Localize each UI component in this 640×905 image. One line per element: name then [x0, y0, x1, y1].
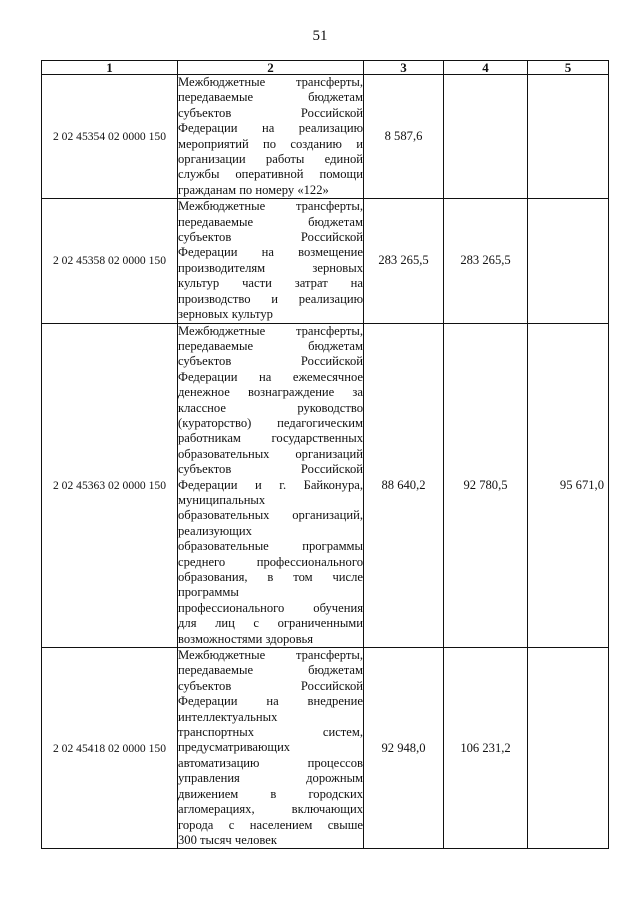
row-value-col3: [364, 648, 444, 849]
row-description: [178, 75, 364, 199]
description-line: агломерациях, включающих: [178, 802, 363, 817]
row-value-col3: [364, 323, 444, 648]
description-line: зерновых культур: [178, 307, 273, 322]
description-line: предусматривающих: [178, 740, 291, 755]
value-text: 283 265,5: [460, 253, 511, 268]
table-row: [42, 648, 609, 849]
description-line: образовательные программы: [178, 539, 363, 554]
table-row: [42, 75, 609, 199]
row-value-col5: [528, 648, 609, 849]
description-line: 300 тысяч человек: [178, 832, 277, 847]
row-value-col3: [364, 199, 444, 323]
page-number: 51: [312, 28, 328, 44]
description-line: автоматизацию процессов: [178, 755, 363, 770]
description-line: субъектов Российской: [178, 462, 363, 477]
value-text: 92 948,0: [381, 740, 426, 755]
description-line: передаваемые бюджетам: [178, 214, 363, 229]
header-row: [42, 61, 609, 75]
description-line: мероприятий по созданию и: [178, 136, 363, 151]
row-value-col4: [444, 75, 528, 199]
description-line: Федерации на возмещение: [178, 245, 363, 260]
row-code: 2 02 45358 02 0000 150: [42, 199, 178, 323]
description-line: службы оперативной помощи: [178, 167, 363, 182]
description-line: транспортных систем,: [178, 725, 363, 740]
description-line: для лиц с ограниченными: [178, 616, 363, 631]
description-line: производство и реализацию: [178, 291, 363, 306]
description-line: Межбюджетные трансферты,: [178, 75, 363, 89]
description-line: Федерации на ежемесячное: [178, 369, 363, 384]
value-text: 95 671,0: [559, 477, 604, 492]
description-line: культур части затрат на: [178, 276, 363, 291]
value-text: 92 780,5: [463, 477, 508, 492]
description-line: образовательных организаций,: [178, 508, 363, 523]
header-col-3: 3: [364, 61, 444, 75]
row-value-col5: [528, 75, 609, 199]
description-line: передаваемые бюджетам: [178, 338, 363, 353]
description-line: образовательных организаций: [178, 446, 363, 461]
row-value-col4: [444, 648, 528, 849]
description-line: муниципальных: [178, 492, 266, 507]
table-row: [42, 199, 609, 323]
description-line: образования, в том числе: [178, 570, 363, 584]
row-value-col4: [444, 323, 528, 648]
description-line: денежное вознаграждение за: [178, 385, 363, 400]
value-text: 106 231,2: [460, 740, 511, 755]
value-text: 88 640,2: [381, 477, 426, 492]
row-value-col5: [528, 199, 609, 323]
header-col-5: 5: [528, 61, 609, 75]
description-line: передаваемые бюджетам: [178, 90, 363, 105]
description-line: (кураторство) педагогическим: [178, 415, 363, 430]
description-line: Межбюджетные трансферты,: [178, 648, 363, 663]
description-line: классное руководство: [178, 400, 363, 415]
budget-table: [41, 60, 609, 849]
row-description: [178, 199, 364, 323]
row-value-col5: [528, 323, 609, 648]
description-line: Федерации на внедрение: [178, 694, 363, 709]
description-line: субъектов Российской: [178, 230, 363, 245]
header-col-1: 1: [42, 61, 178, 75]
description-line: программы: [178, 585, 239, 600]
row-code: 2 02 45354 02 0000 150: [42, 75, 178, 199]
description-line: Федерации на реализацию: [178, 121, 363, 136]
description-line: города с населением свыше: [178, 817, 363, 832]
header-col-4: 4: [444, 61, 528, 75]
description-line: субъектов Российской: [178, 105, 363, 120]
row-description: [178, 648, 364, 849]
description-line: работникам государственных: [178, 431, 363, 446]
description-line: профессионального обучения: [178, 600, 363, 615]
description-line: управления дорожным: [178, 771, 363, 786]
description-line: реализующих: [178, 523, 252, 538]
description-line: Федерации и г. Байконура,: [178, 477, 363, 492]
row-value-col4: [444, 199, 528, 323]
description-line: движением в городских: [178, 786, 363, 801]
description-line: передаваемые бюджетам: [178, 663, 363, 678]
table-row: [42, 323, 609, 648]
description-line: гражданам по номеру «122»: [178, 182, 329, 197]
row-description: [178, 323, 364, 648]
row-value-col3: [364, 75, 444, 199]
row-code: 2 02 45363 02 0000 150: [42, 323, 178, 648]
row-code: 2 02 45418 02 0000 150: [42, 648, 178, 849]
description-line: интеллектуальных: [178, 709, 278, 724]
description-line: производителям зерновых: [178, 260, 363, 275]
value-text: 283 265,5: [378, 253, 429, 268]
description-line: среднего профессионального: [178, 554, 363, 569]
description-line: возможностями здоровья: [178, 631, 314, 646]
description-line: Межбюджетные трансферты,: [178, 199, 363, 214]
description-line: субъектов Российской: [178, 354, 363, 369]
description-line: организации работы единой: [178, 152, 363, 167]
description-line: субъектов Российской: [178, 678, 363, 693]
description-line: Межбюджетные трансферты,: [178, 323, 363, 338]
value-text: 8 587,6: [384, 129, 423, 144]
header-col-2: 2: [178, 61, 364, 75]
